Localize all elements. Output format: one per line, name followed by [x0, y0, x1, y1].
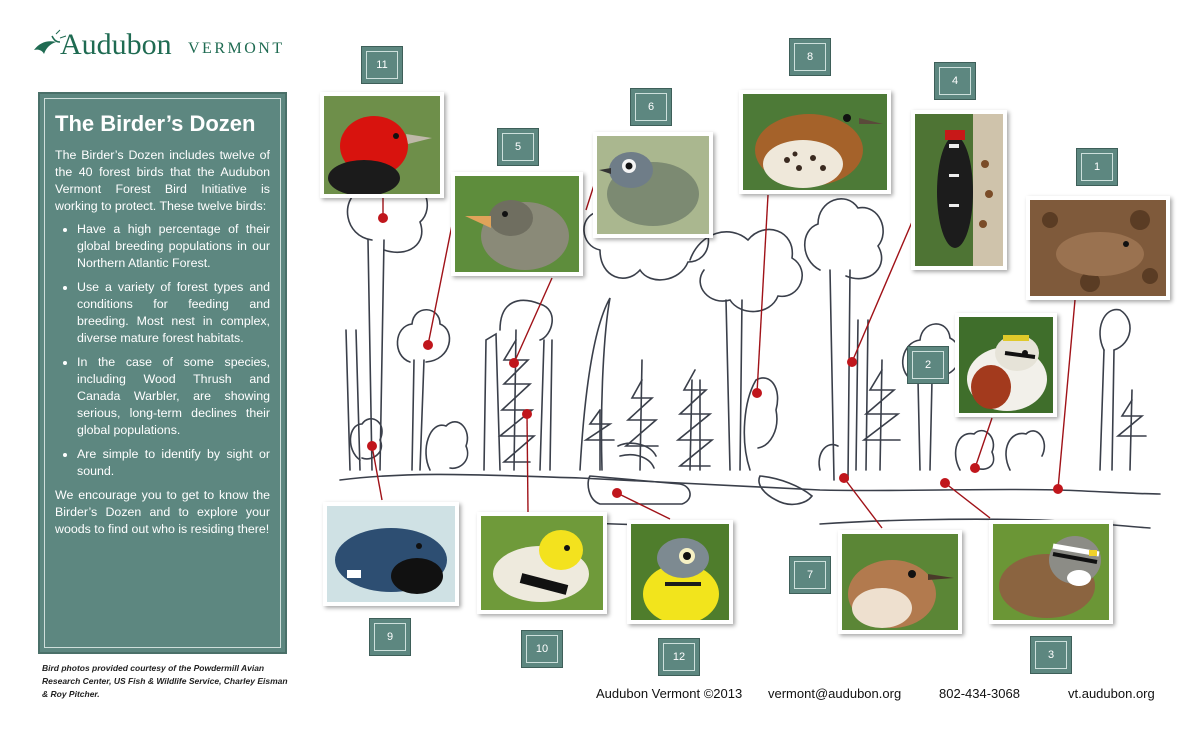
bird-number-1: 1 [1076, 148, 1118, 186]
panel-bullet: • Have a high percentage of their global breeding populations in our Northern Atlantic Forest. [77, 221, 270, 272]
bird-photo-black-throated-blue-warbler [323, 502, 459, 606]
logo-region: VERMONT [188, 40, 285, 57]
bird-number-12: 12 [658, 638, 700, 676]
bird-photo-flycatcher [451, 172, 583, 276]
bird-photo-wood-thrush [739, 90, 891, 194]
bird-number-6: 6 [630, 88, 672, 126]
panel-bullet: • In the case of some species, including Wood Thrush and Canada Warbler, are showing serious, long-term declines their global populations. [77, 354, 270, 439]
footer-email[interactable]: vermont@audubon.org [768, 686, 902, 701]
bird-photo-black-throated-green-warbler [477, 512, 607, 614]
bird-photo-scarlet-tanager [320, 92, 444, 198]
bird-number-3: 3 [1030, 636, 1072, 674]
bird-number-8: 8 [789, 38, 831, 76]
bird-number-2: 2 [907, 346, 949, 384]
bird-number-10: 10 [521, 630, 563, 668]
bird-number-7: 7 [789, 556, 831, 594]
panel-intro: The Birder’s Dozen includes twelve of the 40 forest birds that the Audubon Vermont Forest Bird Initiative is working to protect. These twelve birds: [55, 148, 270, 213]
footer-phone: 802-434-3068 [939, 686, 1020, 701]
bird-photo-veery [838, 530, 962, 634]
footer-copyright: Audubon Vermont ©2013 [596, 686, 743, 701]
bird-number-5: 5 [497, 128, 539, 166]
bird-photo-sapsucker [911, 110, 1007, 270]
panel-closing: We encourage you to get to know the Birder’s Dozen and to explore your woods to find out who is residing there! [55, 488, 270, 536]
panel-title: The Birder’s Dozen [55, 111, 256, 136]
bird-number-11: 11 [361, 46, 403, 84]
photo-credit: Bird photos provided courtesy of the Powdermill Avian Research Center, US Fish & Wildlife Service, Charley Eisman & Roy Pitcher. [42, 663, 288, 699]
footer-website[interactable]: vt.audubon.org [1068, 686, 1155, 701]
bird-photo-vireo [593, 132, 713, 238]
bird-photo-woodcock [1026, 196, 1170, 300]
panel-bullet: • Are simple to identify by sight or sound. [77, 446, 270, 480]
bird-photo-chestnut-sided-warbler [955, 313, 1057, 417]
logo-wordmark: Audubon [60, 28, 172, 61]
bird-number-9: 9 [369, 618, 411, 656]
bird-photo-white-throated-sparrow [989, 520, 1113, 624]
panel-bullet: • Use a variety of forest types and conditions for feeding and breeding. Most nest in complex, diverse mature forest habitats. [77, 279, 270, 347]
bird-photo-canada-warbler [627, 520, 733, 624]
bird-number-4: 4 [934, 62, 976, 100]
